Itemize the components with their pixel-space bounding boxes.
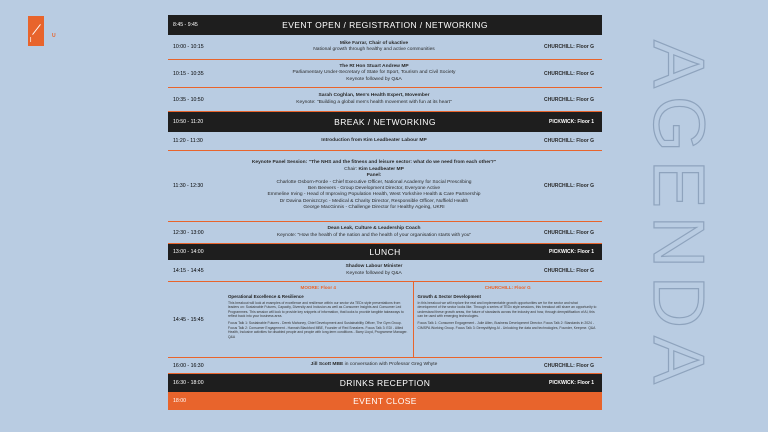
row-desc: Parliamentary Under-Secretary of State for Sport, Tourism and Civil Society xyxy=(292,70,456,76)
agenda-row xyxy=(168,35,602,60)
row-room: CHURCHILL: Floor G xyxy=(544,96,594,103)
row-time: 18:00 xyxy=(173,398,186,404)
agenda-table xyxy=(168,15,602,410)
panelist: Dr Davina Deniszczyc - Medical & Charity Director, Responsible Officer, Nuffield Health xyxy=(279,198,469,204)
panel-label: Panel: xyxy=(366,173,382,179)
agenda-row-breakouts xyxy=(168,282,602,358)
row-desc: Keynote: "Building a global men's health movement with fun at its heart" xyxy=(296,99,452,105)
panelist: Ben Beevers - Group Development Director, Everyone Active xyxy=(307,186,441,191)
row-room: CHURCHILL: Floor G xyxy=(544,70,594,77)
row-content xyxy=(224,64,524,83)
agenda-row-lunch xyxy=(168,244,602,260)
row-content xyxy=(224,362,524,368)
row-desc2: Keynote followed by Q&A xyxy=(346,76,402,82)
agenda-row xyxy=(168,88,602,112)
row-desc: National growth through healthy and active communities xyxy=(313,47,435,52)
row-speaker: Dean Leak, Culture & Leadership Coach xyxy=(327,226,421,232)
panelist: Emmeline Irving - Head of Improving Population Health, West Yorkshire Health & Care Partnership xyxy=(267,192,481,198)
row-speaker: The Rt Hon Stuart Andrew MP xyxy=(339,63,409,69)
breakout-room: MOORE: Floor 4 xyxy=(300,285,336,290)
row-room: PICKWICK: Floor 1 xyxy=(549,380,594,386)
breakout-footer: Focus Talk 1: Consumer Engagement - Julie Allen, Business Development Director. Focus Talk 2: Standards in 2024 - CIMSPA Working Group. Focus Talk 3: Demystifying AI - Unlocking the data and technologies, Founder, Keepme. Q&A xyxy=(417,321,596,330)
agenda-row-registration xyxy=(168,15,602,35)
row-time: 8:45 - 9:45 xyxy=(173,22,198,28)
row-title: LUNCH xyxy=(369,247,401,257)
breakout-body: This breakout will look at examples of excellence and resilience within our sector via TEDx style presentations from leaders on: Sustainable Futures, Capacity, Diversity and Inclusion as well as Consumer Insights and Consumer Led Programmes. This session will look to provide key snippets of information, that looks to provide tangible takeaways to reflect back into your business area. xyxy=(228,300,404,318)
breakout-room: CHURCHILL: Floor G xyxy=(484,285,531,290)
row-speaker: Introduction from Kim Leadbeater Labour MP xyxy=(321,137,427,143)
row-title: EVENT OPEN / REGISTRATION / NETWORKING xyxy=(282,20,488,30)
row-time: 12:30 - 13:00 xyxy=(173,229,204,236)
row-time: 16:30 - 18:00 xyxy=(173,380,204,386)
panelist: George MacGinnis - Challenge Director for Healthy Ageing, UKRI xyxy=(303,205,445,211)
row-time: 10:15 - 10:35 xyxy=(173,70,204,77)
ukactive-logo xyxy=(28,16,56,46)
row-desc: Keynote followed by Q&A xyxy=(346,270,402,276)
agenda-row xyxy=(168,60,602,88)
breakout-right xyxy=(413,282,603,357)
row-content xyxy=(224,41,524,54)
breakout-heading: Operational Excellence & Resilience xyxy=(228,293,304,299)
row-speaker: Sarah Coghlan, Men's Health Expert, Movember xyxy=(318,93,430,99)
agenda-row-panel xyxy=(168,151,602,222)
row-time: 13:00 - 14:00 xyxy=(173,249,204,255)
panel-title: Keynote Panel Session: "The NHS and the fitness and leisure sector: what do we need from each other?" xyxy=(251,160,497,166)
row-title: DRINKS RECEPTION xyxy=(339,378,431,388)
row-room: PICKWICK: Floor 1 xyxy=(549,119,594,125)
logo-slash xyxy=(32,24,41,35)
agenda-row xyxy=(168,358,602,374)
breakout-footer: Focus Talk 1: Sustainable Futures - Derek Mahoney, Chief Development and Sustainability Officer, The Gym Group. Focus Talk 2: Consumer Engagement - Hannah Blackford MBE, Founder of Red Sneakers. Focus Talk 3: EDI - Allied Health, Inclusive activities for disabled people and people with long-term conditions - Barry Lloyd, Programme Manager. Q&A xyxy=(228,321,408,339)
breakout-heading: Growth & Sector Development xyxy=(417,293,481,299)
row-room: CHURCHILL: Floor G xyxy=(544,44,594,50)
row-time: 10:50 - 11:20 xyxy=(173,119,204,125)
logo-mark-left: | xyxy=(30,37,32,43)
row-content xyxy=(224,160,524,212)
row-speaker: Jill Scott MBE xyxy=(310,362,344,368)
row-time: 11:20 - 11:30 xyxy=(173,138,203,144)
agenda-row-close xyxy=(168,392,602,410)
row-time: 10:00 - 10:15 xyxy=(173,44,204,50)
row-desc: in conversation with Professor Greg Whyte xyxy=(343,362,438,368)
breakout-left xyxy=(224,282,413,357)
agenda-row-drinks xyxy=(168,374,602,392)
chair-name: Kim Leadbeater MP xyxy=(358,166,404,172)
row-room: CHURCHILL: Floor G xyxy=(544,267,594,274)
row-title: BREAK / NETWORKING xyxy=(334,117,436,127)
row-content xyxy=(224,93,524,106)
row-desc: Keynote: "How the health of the nation and the health of your organisation starts with you" xyxy=(276,232,472,238)
row-time: 14:15 - 14:45 xyxy=(173,267,204,274)
breakout-columns xyxy=(224,282,602,357)
row-speaker: Shadow Labour Minister xyxy=(345,264,403,270)
logo-mark-right: U xyxy=(52,33,56,39)
row-content xyxy=(224,138,524,144)
row-room: CHURCHILL: Floor G xyxy=(544,138,594,144)
agenda-row xyxy=(168,222,602,244)
agenda-row-break xyxy=(168,112,602,132)
row-title: EVENT CLOSE xyxy=(353,396,417,406)
row-time: 16:00 - 16:30 xyxy=(173,362,204,369)
breakout-body: In this breakout we will explore the real and implementable growth opportunities we for the sector and what development of the sector looks like. Through a series of TEDx style sessions, this breakout will share an opportunity to understand these growth areas, the future of standards across the industry and how, through demystification of AI, this can be used with emerging technologies. xyxy=(417,300,597,318)
row-room: CHURCHILL: Floor G xyxy=(544,362,594,369)
row-room: CHURCHILL: Floor G xyxy=(544,229,594,236)
row-time: 11:30 - 12:30 xyxy=(173,183,204,189)
row-content xyxy=(224,226,524,239)
agenda-row xyxy=(168,260,602,282)
row-time: 10:35 - 10:50 xyxy=(173,96,204,103)
row-content xyxy=(224,264,524,277)
row-room: CHURCHILL: Floor G xyxy=(544,183,594,189)
row-speaker: Mike Farrar, Chair of ukactive xyxy=(339,40,409,46)
agenda-row xyxy=(168,132,602,151)
agenda-side-title: AGENDA xyxy=(638,39,718,393)
panelist: Charlotte Osborn-Forde - Chief Executive Officer, National Academy for Social Prescribing xyxy=(276,179,472,185)
row-time: 14:45 - 15:45 xyxy=(173,316,204,323)
chair-label: Chair: xyxy=(344,166,359,172)
row-room: PICKWICK: Floor 1 xyxy=(549,249,594,255)
